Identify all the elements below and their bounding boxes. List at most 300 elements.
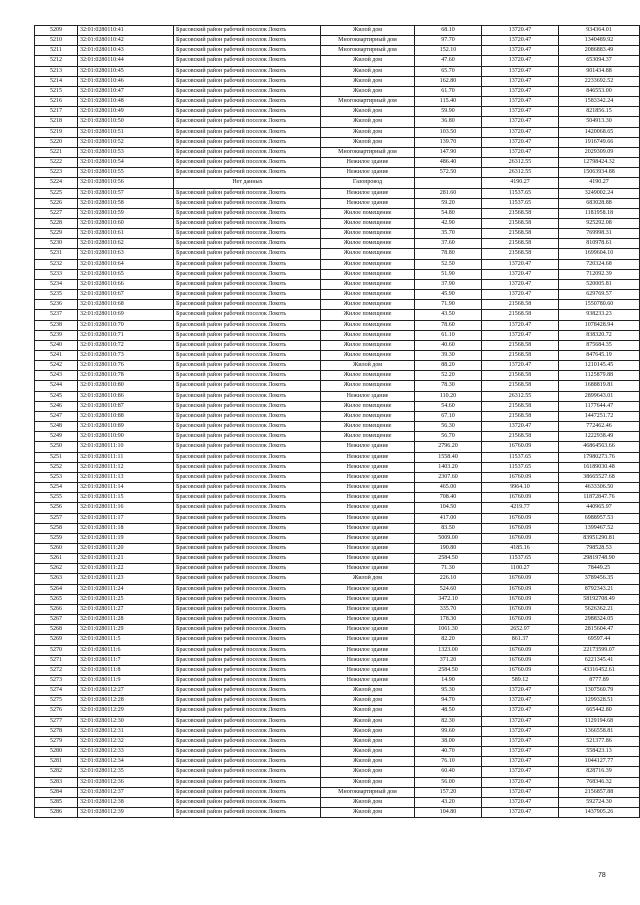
table-row <box>35 422 640 432</box>
row-number-cell: 5219 <box>35 127 78 137</box>
row-number-cell: 5228 <box>35 218 78 228</box>
cadastral-value-cell: 8777.89 <box>559 676 640 686</box>
table-row <box>35 645 640 655</box>
row-number-cell: 5237 <box>35 310 78 320</box>
address-cell: Брасовский район рабочий поселок Локоть <box>174 574 321 584</box>
table-row <box>35 696 640 706</box>
cadastral-value-cell: 712092.39 <box>559 269 640 279</box>
cadastral-value-cell: 769998.31 <box>559 229 640 239</box>
cadastral-number-cell: 32:01:0280112:28 <box>78 696 174 706</box>
cadastral-value-cell: 592724.30 <box>559 797 640 807</box>
cadastral-number-cell: 32:01:0280112:35 <box>78 767 174 777</box>
cadastral-value-cell: 901434.88 <box>559 66 640 76</box>
area-cell: 60.40 <box>415 767 482 777</box>
unit-value-cell: 2652.97 <box>482 625 559 635</box>
table-row <box>35 726 640 736</box>
cadastral-number-cell: 32:01:0280110:55 <box>78 168 174 178</box>
cadastral-number-cell: 32:01:0280110:60 <box>78 218 174 228</box>
row-number-cell: 5256 <box>35 503 78 513</box>
object-type-cell: Жилой дом <box>321 117 415 127</box>
address-cell: Брасовский район рабочий поселок Локоть <box>174 320 321 330</box>
unit-value-cell: 21568.58 <box>482 300 559 310</box>
table-row <box>35 127 640 137</box>
area-cell: 43.50 <box>415 310 482 320</box>
object-type-cell: Нежилое здание <box>321 676 415 686</box>
address-cell: Брасовский район рабочий поселок Локоть <box>174 330 321 340</box>
unit-value-cell: 13720.47 <box>482 686 559 696</box>
area-cell: 61.70 <box>415 86 482 96</box>
unit-value-cell: 13720.47 <box>482 706 559 716</box>
unit-value-cell: 16760.09 <box>482 655 559 665</box>
address-cell: Брасовский район рабочий поселок Локоть <box>174 543 321 553</box>
cadastral-value-cell: 1307560.79 <box>559 686 640 696</box>
unit-value-cell: 11537.65 <box>482 452 559 462</box>
cadastral-number-cell: 32:01:0280110:41 <box>78 26 174 36</box>
area-cell: 1558.40 <box>415 452 482 462</box>
object-type-cell: Нежилое здание <box>321 625 415 635</box>
cadastral-value-cell: 772462.46 <box>559 422 640 432</box>
unit-value-cell: 11537.65 <box>482 188 559 198</box>
object-type-cell: Жилое помещение <box>321 239 415 249</box>
table-row <box>35 178 640 188</box>
row-number-cell: 5282 <box>35 767 78 777</box>
cadastral-number-cell: 32:01:0280111:18 <box>78 523 174 533</box>
address-cell: Брасовский район рабочий поселок Локоть <box>174 503 321 513</box>
object-type-cell: Нежилое здание <box>321 391 415 401</box>
cadastral-value-cell: 58192708.49 <box>559 594 640 604</box>
table-row <box>35 797 640 807</box>
table-row <box>35 168 640 178</box>
address-cell: Брасовский район рабочий поселок Локоть <box>174 747 321 757</box>
row-number-cell: 5213 <box>35 66 78 76</box>
row-number-cell: 5216 <box>35 97 78 107</box>
cadastral-value-cell: 6221345.41 <box>559 655 640 665</box>
cadastral-value-cell: 2988324.05 <box>559 615 640 625</box>
area-cell: 94.70 <box>415 696 482 706</box>
cadastral-number-cell: 32:01:0280110:45 <box>78 66 174 76</box>
cadastral-value-cell: 1222938.49 <box>559 432 640 442</box>
cadastral-number-cell: 32:01:0280111:9 <box>78 676 174 686</box>
object-type-cell: Жилой дом <box>321 127 415 137</box>
unit-value-cell: 21568.58 <box>482 432 559 442</box>
object-type-cell: Жилое помещение <box>321 320 415 330</box>
cadastral-value-cell: 683028.88 <box>559 198 640 208</box>
area-cell: 78.80 <box>415 249 482 259</box>
object-type-cell: Нежилое здание <box>321 198 415 208</box>
cadastral-value-cell: 11872847.76 <box>559 493 640 503</box>
table-row <box>35 107 640 117</box>
area-cell: 14.90 <box>415 676 482 686</box>
table-row <box>35 604 640 614</box>
object-type-cell: Нежилое здание <box>321 584 415 594</box>
cadastral-number-cell: 32:01:0280110:87 <box>78 401 174 411</box>
cadastral-value-cell: 720324.68 <box>559 259 640 269</box>
cadastral-value-cell: 875684.35 <box>559 340 640 350</box>
object-type-cell: Нежилое здание <box>321 472 415 482</box>
cadastral-number-cell: 32:01:0280111:24 <box>78 584 174 594</box>
row-number-cell: 5252 <box>35 462 78 472</box>
object-type-cell: Нежилое здание <box>321 442 415 452</box>
object-type-cell: Жилое помещение <box>321 340 415 350</box>
area-cell: 56.30 <box>415 422 482 432</box>
table-row <box>35 493 640 503</box>
area-cell: 2796.20 <box>415 442 482 452</box>
unit-value-cell: 9964.10 <box>482 483 559 493</box>
table-row <box>35 259 640 269</box>
cadastral-number-cell: 32:01:0280110:61 <box>78 229 174 239</box>
cadastral-value-cell: 1177644.47 <box>559 401 640 411</box>
cadastral-value-cell: 1181958.18 <box>559 208 640 218</box>
unit-value-cell: 13720.47 <box>482 716 559 726</box>
address-cell: Брасовский район рабочий поселок Локоть <box>174 97 321 107</box>
cadastral-number-cell: 32:01:0280110:53 <box>78 147 174 157</box>
cadastral-number-cell: 32:01:0280111:8 <box>78 665 174 675</box>
area-cell: 52.20 <box>415 371 482 381</box>
unit-value-cell: 4219.77 <box>482 503 559 513</box>
row-number-cell: 5263 <box>35 574 78 584</box>
object-type-cell: Жилой дом <box>321 26 415 36</box>
row-number-cell: 5210 <box>35 36 78 46</box>
unit-value-cell: 21568.58 <box>482 351 559 361</box>
address-cell: Брасовский район рабочий поселок Локоть <box>174 696 321 706</box>
table-row <box>35 676 640 686</box>
cadastral-number-cell: 32:01:0280112:33 <box>78 747 174 757</box>
cadastral-value-cell: 653094.37 <box>559 56 640 66</box>
unit-value-cell: 26312.55 <box>482 391 559 401</box>
cadastral-number-cell: 32:01:0280111:21 <box>78 554 174 564</box>
address-cell: Брасовский район рабочий поселок Локоть <box>174 107 321 117</box>
object-type-cell: Нежилое здание <box>321 513 415 523</box>
object-type-cell: Жилой дом <box>321 56 415 66</box>
row-number-cell: 5240 <box>35 340 78 350</box>
object-type-cell: Жилое помещение <box>321 411 415 421</box>
address-cell: Брасовский район рабочий поселок Локоть <box>174 483 321 493</box>
table-row <box>35 736 640 746</box>
cadastral-number-cell: 32:01:0280111:6 <box>78 645 174 655</box>
unit-value-cell: 13720.47 <box>482 36 559 46</box>
address-cell: Брасовский район рабочий поселок Локоть <box>174 361 321 371</box>
row-number-cell: 5211 <box>35 46 78 56</box>
object-type-cell: Нежилое здание <box>321 645 415 655</box>
cadastral-number-cell: 32:01:0280111:14 <box>78 483 174 493</box>
unit-value-cell: 21568.58 <box>482 218 559 228</box>
table-row <box>35 381 640 391</box>
area-cell: 5009.00 <box>415 533 482 543</box>
address-cell: Брасовский район рабочий поселок Локоть <box>174 66 321 76</box>
row-number-cell: 5275 <box>35 696 78 706</box>
object-type-cell: Нежилое здание <box>321 594 415 604</box>
row-number-cell: 5261 <box>35 554 78 564</box>
table-row <box>35 249 640 259</box>
object-type-cell: Жилое помещение <box>321 401 415 411</box>
table-row <box>35 716 640 726</box>
row-number-cell: 5230 <box>35 239 78 249</box>
row-number-cell: 5238 <box>35 320 78 330</box>
cadastral-number-cell: 32:01:0280110:89 <box>78 422 174 432</box>
unit-value-cell: 16760.09 <box>482 574 559 584</box>
row-number-cell: 5221 <box>35 147 78 157</box>
area-cell: 1061.30 <box>415 625 482 635</box>
area-cell: 54.60 <box>415 401 482 411</box>
row-number-cell: 5209 <box>35 26 78 36</box>
cadastral-number-cell: 32:01:0280111:16 <box>78 503 174 513</box>
cadastral-number-cell: 32:01:0280111:13 <box>78 472 174 482</box>
area-cell: 162.80 <box>415 76 482 86</box>
cadastral-number-cell: 32:01:0280110:51 <box>78 127 174 137</box>
table-row <box>35 564 640 574</box>
cadastral-value-cell: 1399467.52 <box>559 523 640 533</box>
row-number-cell: 5266 <box>35 604 78 614</box>
row-number-cell: 5267 <box>35 615 78 625</box>
area-cell: 2307.60 <box>415 472 482 482</box>
area-cell: 104.80 <box>415 808 482 818</box>
table-row <box>35 351 640 361</box>
address-cell: Брасовский район рабочий поселок Локоть <box>174 249 321 259</box>
cadastral-number-cell: 32:01:0280110:68 <box>78 300 174 310</box>
area-cell <box>415 178 482 188</box>
area-cell: 39.30 <box>415 351 482 361</box>
table-row <box>35 584 640 594</box>
cadastral-number-cell: 32:01:0280110:72 <box>78 340 174 350</box>
row-number-cell: 5247 <box>35 411 78 421</box>
address-cell: Брасовский район рабочий поселок Локоть <box>174 371 321 381</box>
object-type-cell: Нежилое здание <box>321 503 415 513</box>
unit-value-cell: 13720.47 <box>482 259 559 269</box>
table-row <box>35 229 640 239</box>
cadastral-number-cell: 32:01:0280111:27 <box>78 604 174 614</box>
cadastral-value-cell: 521377.86 <box>559 736 640 746</box>
cadastral-number-cell: 32:01:0280110:88 <box>78 411 174 421</box>
table-row <box>35 411 640 421</box>
cadastral-value-cell: 934364.01 <box>559 26 640 36</box>
unit-value-cell: 861.37 <box>482 635 559 645</box>
cadastral-value-cell: 78449.25 <box>559 564 640 574</box>
address-cell: Брасовский район рабочий поселок Локоть <box>174 533 321 543</box>
object-type-cell: Многоквартирный дом <box>321 46 415 56</box>
table-row <box>35 26 640 36</box>
table-row <box>35 158 640 168</box>
address-cell: Брасовский район рабочий поселок Локоть <box>174 808 321 818</box>
cadastral-number-cell: 32:01:0280110:44 <box>78 56 174 66</box>
cadastral-value-cell: 3249002.24 <box>559 188 640 198</box>
area-cell: 152.10 <box>415 46 482 56</box>
address-cell: Брасовский район рабочий поселок Локоть <box>174 594 321 604</box>
row-number-cell: 5234 <box>35 279 78 289</box>
area-cell: 572.50 <box>415 168 482 178</box>
cadastral-number-cell: 32:01:0280112:39 <box>78 808 174 818</box>
table-row <box>35 777 640 787</box>
table-row <box>35 523 640 533</box>
unit-value-cell: 21568.58 <box>482 239 559 249</box>
area-cell: 54.80 <box>415 208 482 218</box>
address-cell: Брасовский район рабочий поселок Локоть <box>174 726 321 736</box>
table-row <box>35 462 640 472</box>
area-cell: 371.20 <box>415 655 482 665</box>
unit-value-cell: 11537.65 <box>482 198 559 208</box>
object-type-cell: Нежилое здание <box>321 604 415 614</box>
object-type-cell: Жилой дом <box>321 797 415 807</box>
address-cell: Брасовский район рабочий поселок Локоть <box>174 56 321 66</box>
table-row <box>35 36 640 46</box>
cadastral-value-cell: 83951290.81 <box>559 533 640 543</box>
row-number-cell: 5226 <box>35 198 78 208</box>
cadastral-number-cell: 32:01:0280110:49 <box>78 107 174 117</box>
object-type-cell: Жилой дом <box>321 726 415 736</box>
unit-value-cell: 21568.58 <box>482 229 559 239</box>
page-number: 78 <box>598 872 606 879</box>
row-number-cell: 5246 <box>35 401 78 411</box>
cadastral-number-cell: 32:01:0280111:11 <box>78 452 174 462</box>
table-row <box>35 76 640 86</box>
object-type-cell: Нежилое здание <box>321 452 415 462</box>
table-row <box>35 706 640 716</box>
area-cell: 36.80 <box>415 117 482 127</box>
cadastral-value-cell: 558423.13 <box>559 747 640 757</box>
cadastral-value-cell: 629769.57 <box>559 290 640 300</box>
object-type-cell: Жилое помещение <box>321 218 415 228</box>
unit-value-cell: 21568.58 <box>482 310 559 320</box>
cadastral-number-cell: 32:01:0280110:57 <box>78 188 174 198</box>
address-cell: Брасовский район рабочий поселок Локоть <box>174 432 321 442</box>
unit-value-cell: 21568.58 <box>482 208 559 218</box>
table-row <box>35 452 640 462</box>
cadastral-number-cell: 32:01:0280111:7 <box>78 655 174 665</box>
area-cell: 178.30 <box>415 615 482 625</box>
cadastral-number-cell: 32:01:0280110:67 <box>78 290 174 300</box>
unit-value-cell: 13720.47 <box>482 137 559 147</box>
row-number-cell: 5262 <box>35 564 78 574</box>
cadastral-value-cell: 1210145.45 <box>559 361 640 371</box>
row-number-cell: 5217 <box>35 107 78 117</box>
cadastral-value-cell: 12798424.32 <box>559 158 640 168</box>
table-row <box>35 97 640 107</box>
row-number-cell: 5264 <box>35 584 78 594</box>
object-type-cell: Жилой дом <box>321 747 415 757</box>
table-row <box>35 808 640 818</box>
cadastral-number-cell: 32:01:0280111:22 <box>78 564 174 574</box>
unit-value-cell: 16760.09 <box>482 513 559 523</box>
area-cell: 71.30 <box>415 564 482 574</box>
cadastral-number-cell: 32:01:0280110:76 <box>78 361 174 371</box>
address-cell: Брасовский район рабочий поселок Локоть <box>174 76 321 86</box>
cadastral-number-cell: 32:01:0280110:65 <box>78 269 174 279</box>
object-type-cell: Жилой дом <box>321 66 415 76</box>
area-cell: 56.00 <box>415 777 482 787</box>
row-number-cell: 5215 <box>35 86 78 96</box>
cadastral-number-cell: 32:01:0280112:29 <box>78 706 174 716</box>
unit-value-cell: 16760.09 <box>482 594 559 604</box>
area-cell: 2584.50 <box>415 554 482 564</box>
area-cell: 65.70 <box>415 66 482 76</box>
table-row <box>35 665 640 675</box>
unit-value-cell: 16760.09 <box>482 584 559 594</box>
cadastral-number-cell: 32:01:0280111:5 <box>78 635 174 645</box>
cadastral-number-cell: 32:01:0280110:47 <box>78 86 174 96</box>
cadastral-value-cell: 838320.72 <box>559 330 640 340</box>
cadastral-number-cell: 32:01:0280110:46 <box>78 76 174 86</box>
row-number-cell: 5278 <box>35 726 78 736</box>
row-number-cell: 5245 <box>35 391 78 401</box>
row-number-cell: 5220 <box>35 137 78 147</box>
area-cell: 465.00 <box>415 483 482 493</box>
address-cell: Брасовский район рабочий поселок Локоть <box>174 635 321 645</box>
address-cell: Брасовский район рабочий поселок Локоть <box>174 127 321 137</box>
address-cell: Брасовский район рабочий поселок Локоть <box>174 615 321 625</box>
object-type-cell: Жилой дом <box>321 361 415 371</box>
row-number-cell: 5269 <box>35 635 78 645</box>
object-type-cell: Жилой дом <box>321 574 415 584</box>
table-row <box>35 615 640 625</box>
object-type-cell: Нежилое здание <box>321 665 415 675</box>
address-cell: Брасовский район рабочий поселок Локоть <box>174 208 321 218</box>
address-cell: Брасовский район рабочий поселок Локоть <box>174 604 321 614</box>
object-type-cell: Многоквартирный дом <box>321 147 415 157</box>
area-cell: 524.60 <box>415 584 482 594</box>
table-row <box>35 747 640 757</box>
address-cell: Брасовский район рабочий поселок Локоть <box>174 686 321 696</box>
table-row <box>35 371 640 381</box>
cadastral-value-cell: 1078428.94 <box>559 320 640 330</box>
object-type-cell: Жилое помещение <box>321 381 415 391</box>
area-cell: 47.60 <box>415 56 482 66</box>
address-cell: Брасовский район рабочий поселок Локоть <box>174 787 321 797</box>
address-cell: Брасовский район рабочий поселок Локоть <box>174 300 321 310</box>
table-row <box>35 594 640 604</box>
cadastral-number-cell: 32:01:0280110:56 <box>78 178 174 188</box>
cadastral-number-cell: 32:01:0280111:25 <box>78 594 174 604</box>
row-number-cell: 5212 <box>35 56 78 66</box>
address-cell: Брасовский район рабочий поселок Локоть <box>174 340 321 350</box>
object-type-cell: Жилой дом <box>321 777 415 787</box>
address-cell: Брасовский район рабочий поселок Локоть <box>174 767 321 777</box>
cadastral-value-cell: 6988957.53 <box>559 513 640 523</box>
row-number-cell: 5285 <box>35 797 78 807</box>
row-number-cell: 5284 <box>35 787 78 797</box>
object-type-cell: Нежилое здание <box>321 493 415 503</box>
unit-value-cell: 13720.47 <box>482 66 559 76</box>
area-cell: 226.10 <box>415 574 482 584</box>
unit-value-cell: 16760.09 <box>482 604 559 614</box>
cadastral-value-cell: 1044127.77 <box>559 757 640 767</box>
address-cell: Брасовский район рабочий поселок Локоть <box>174 279 321 289</box>
cadastral-number-cell: 32:01:0280110:73 <box>78 351 174 361</box>
row-number-cell: 5274 <box>35 686 78 696</box>
table-row <box>35 432 640 442</box>
area-cell: 1403.20 <box>415 462 482 472</box>
unit-value-cell: 21568.58 <box>482 401 559 411</box>
unit-value-cell: 13720.47 <box>482 107 559 117</box>
unit-value-cell: 16760.09 <box>482 665 559 675</box>
table-row <box>35 208 640 218</box>
row-number-cell: 5265 <box>35 594 78 604</box>
cadastral-number-cell: 32:01:0280110:66 <box>78 279 174 289</box>
area-cell: 59.20 <box>415 198 482 208</box>
row-number-cell: 5214 <box>35 76 78 86</box>
object-type-cell: Жилой дом <box>321 137 415 147</box>
address-cell: Брасовский район рабочий поселок Локоть <box>174 351 321 361</box>
row-number-cell: 5286 <box>35 808 78 818</box>
address-cell: Брасовский район рабочий поселок Локоть <box>174 36 321 46</box>
address-cell: Брасовский район рабочий поселок Локоть <box>174 239 321 249</box>
unit-value-cell: 13720.47 <box>482 86 559 96</box>
unit-value-cell: 13720.47 <box>482 747 559 757</box>
object-type-cell: Жилой дом <box>321 696 415 706</box>
row-number-cell: 5280 <box>35 747 78 757</box>
object-type-cell: Жилое помещение <box>321 351 415 361</box>
cadastral-value-cell: 1340489.92 <box>559 36 640 46</box>
area-cell: 335.70 <box>415 604 482 614</box>
cadastral-value-cell: 22173599.07 <box>559 645 640 655</box>
